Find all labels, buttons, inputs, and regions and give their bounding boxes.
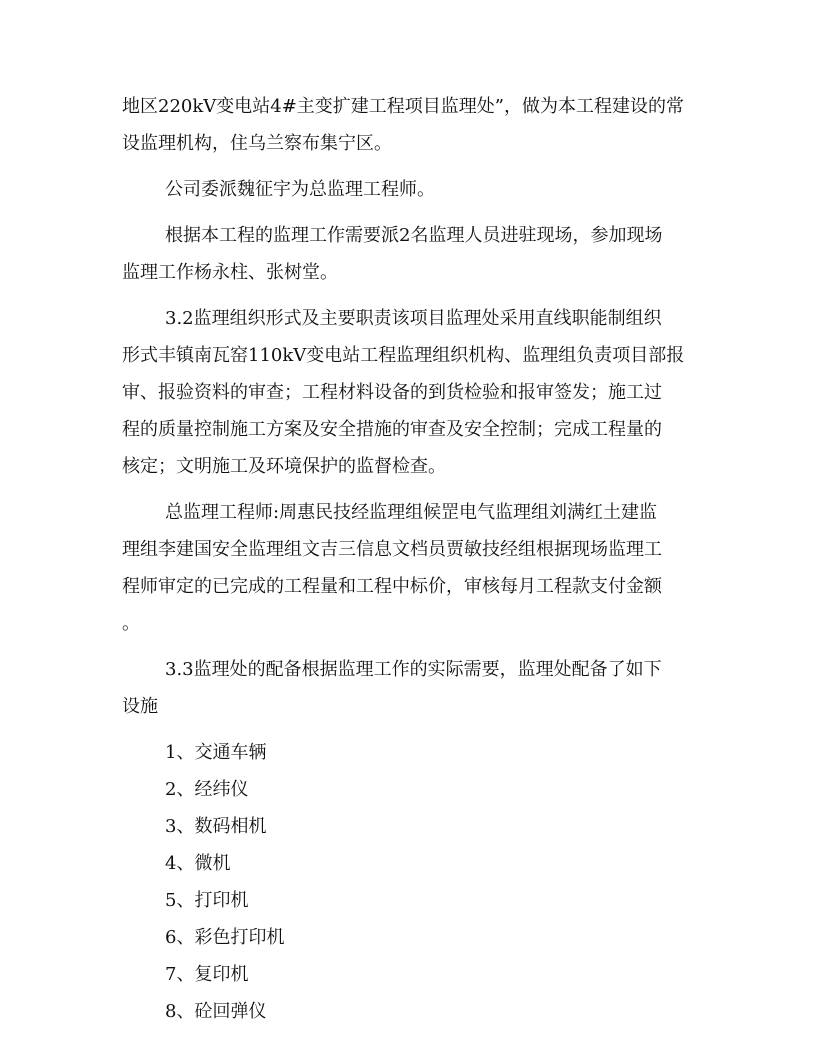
list-item: 7、复印机 (165, 964, 249, 985)
text-line: 设监理机构，住乌兰察布集宁区。 (122, 133, 392, 154)
paragraph-section-3-2 (122, 300, 694, 485)
list-item: 4、微机 (165, 853, 231, 874)
text-line: 3.2监理组织形式及主要职责该项目监理处采用直线职能制组织 (165, 308, 662, 329)
paragraph-chief-engineer (122, 171, 694, 208)
list-item: 3、数码相机 (165, 816, 267, 837)
list-item: 2、经纬仪 (165, 779, 249, 800)
list-item: 8、砼回弹仪 (165, 1001, 267, 1022)
text-line: 设施 (122, 696, 158, 717)
paragraph-section-3-3 (122, 651, 694, 725)
paragraph-staff (122, 217, 694, 291)
text-line: 3.3监理处的配备根据监理工作的实际需要，监理处配备了如下 (165, 659, 662, 680)
text-line: 程师审定的已完成的工程量和工程中标价，审核每月工程款支付金额 (122, 576, 662, 597)
text-line: 审、报验资料的审查；工程材料设备的到货检验和报审签发；施工过 (122, 382, 662, 403)
text-line: 形式丰镇南瓦窑110kV变电站工程监理组织机构、监理组负责项目部报 (122, 345, 685, 366)
text-line: 总监理工程师:周惠民技经监理组候罡电气监理组刘满红土建监 (165, 502, 658, 523)
text-line: 公司委派魏征宇为总监理工程师。 (165, 179, 435, 200)
text-line: 核定；文明施工及环境保护的监督检查。 (122, 456, 446, 477)
paragraph-organization (122, 494, 694, 642)
list-item: 6、彩色打印机 (165, 927, 285, 948)
list-item: 5、打印机 (165, 890, 249, 911)
text-line: 。 (122, 613, 140, 634)
equipment-list (122, 734, 694, 1030)
text-line: 根据本工程的监理工作需要派2名监理人员进驻现场，参加现场 (165, 225, 663, 246)
text-line: 地区220kV变电站4#主变扩建工程项目监理处”，做为本工程建设的常 (122, 96, 684, 117)
text-line: 理组李建国安全监理组文吉三信息文档员贾敏技经组根据现场监理工 (122, 539, 662, 560)
text-line: 监理工作杨永柱、张树堂。 (122, 262, 338, 283)
document-body (122, 88, 694, 1030)
paragraph-office-intro (122, 88, 694, 162)
text-line: 程的质量控制施工方案及安全措施的审查及安全控制；完成工程量的 (122, 419, 662, 440)
list-item: 1、交通车辆 (165, 742, 267, 763)
